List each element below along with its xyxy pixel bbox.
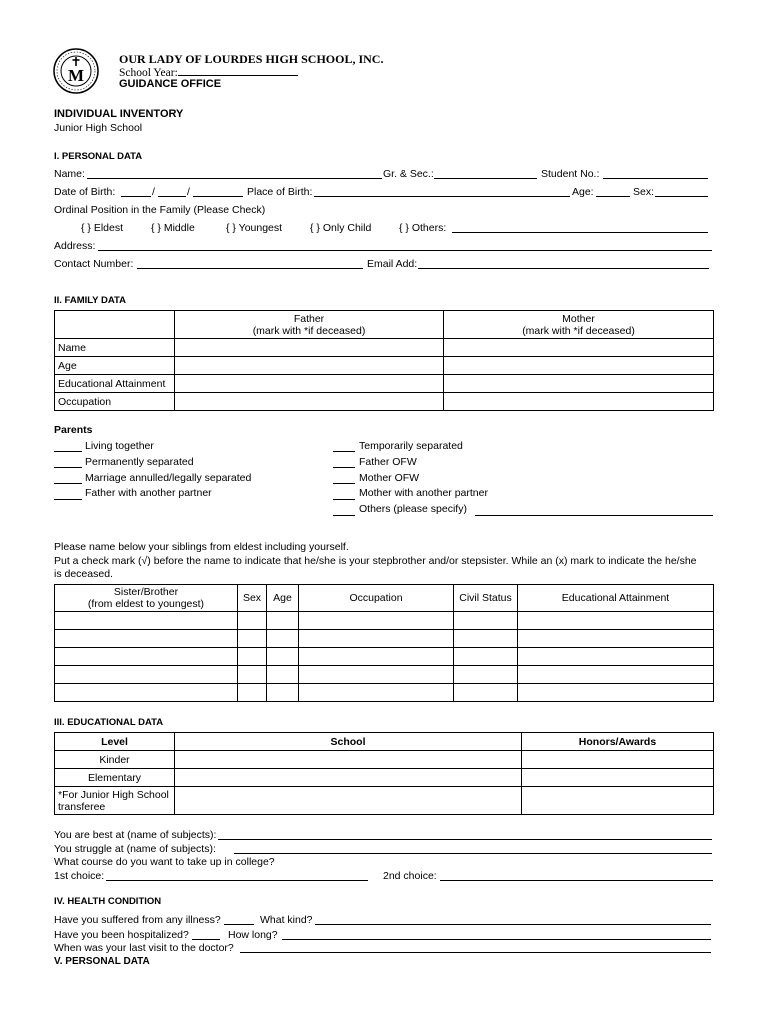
transferee-honors-cell[interactable]	[522, 787, 714, 815]
school-year-field[interactable]	[178, 65, 298, 76]
address-label: Address:	[54, 240, 96, 252]
school-logo	[53, 48, 99, 94]
parents-option: Marriage annulled/legally separated	[85, 472, 252, 484]
what-kind-label: What kind?	[260, 914, 313, 926]
option-others[interactable]: { } Others:	[399, 222, 447, 234]
family-row-label: Name	[55, 339, 175, 357]
father-deceased-note: (mark with *if deceased)	[252, 324, 366, 337]
family-heading: II. FAMILY DATA	[54, 295, 126, 306]
second-choice-label: 2nd choice:	[383, 870, 437, 882]
struggle-field[interactable]	[234, 853, 712, 854]
first-choice-field[interactable]	[106, 880, 368, 881]
education-level-elementary: Elementary	[55, 769, 175, 787]
education-honors-header: Honors/Awards	[522, 733, 714, 751]
school-name: OUR LADY OF LOURDES HIGH SCHOOL, INC.	[119, 52, 384, 66]
mother-education-cell[interactable]	[444, 375, 714, 393]
family-table	[54, 310, 714, 411]
course-question: What course do you want to take up in college?	[54, 856, 275, 868]
education-school-header: School	[175, 733, 522, 751]
table-row[interactable]	[55, 666, 714, 684]
dob-label: Date of Birth:	[54, 186, 116, 198]
table-row[interactable]	[55, 630, 714, 648]
table-row[interactable]	[55, 648, 714, 666]
education-level-kinder: Kinder	[55, 751, 175, 769]
siblings-name-header-2: (from eldest to youngest)	[87, 598, 205, 610]
parents-check-blank[interactable]	[333, 451, 355, 452]
ordinal-label: Ordinal Position in the Family (Please Check)	[54, 204, 266, 216]
transferee-line-2: transferee	[58, 800, 106, 813]
logo-letter: M	[68, 66, 85, 85]
option-eldest[interactable]: { } Eldest	[81, 222, 124, 234]
parents-check-blank[interactable]	[333, 499, 355, 500]
email-field[interactable]	[418, 268, 709, 269]
dob-month-field[interactable]	[121, 196, 151, 197]
dob-year-field[interactable]	[193, 196, 243, 197]
student-no-label: Student No.:	[541, 168, 600, 180]
parents-check-blank[interactable]	[333, 483, 355, 484]
parents-option: Living together	[85, 440, 154, 452]
father-education-cell[interactable]	[175, 375, 444, 393]
family-row-label: Educational Attainment	[55, 375, 175, 393]
father-header	[175, 311, 444, 339]
illness-field[interactable]	[224, 924, 254, 925]
education-table	[54, 732, 714, 815]
elementary-honors-cell[interactable]	[522, 769, 714, 787]
form-title: INDIVIDUAL INVENTORY	[54, 108, 184, 120]
age-label: Age:	[572, 186, 594, 198]
first-choice-label: 1st choice:	[54, 870, 105, 882]
parents-option: Others (please specify)	[359, 503, 467, 515]
parents-check-blank[interactable]	[333, 515, 355, 516]
sex-label: Sex:	[633, 186, 655, 198]
how-long-label: How long?	[228, 929, 278, 941]
grsec-field[interactable]	[434, 178, 537, 179]
mother-name-cell[interactable]	[444, 339, 714, 357]
personal-heading: I. PERSONAL DATA	[54, 151, 143, 162]
mother-age-cell[interactable]	[444, 357, 714, 375]
option-only-child[interactable]: { } Only Child	[310, 222, 372, 234]
family-row-label: Occupation	[55, 393, 175, 411]
mother-header	[444, 311, 714, 339]
siblings-sex-header: Sex	[238, 585, 267, 612]
parents-option: Mother with another partner	[359, 487, 488, 499]
siblings-name-header-1: Sister/Brother	[113, 586, 179, 598]
health-heading: IV. HEALTH CONDITION	[54, 896, 162, 907]
father-occupation-cell[interactable]	[175, 393, 444, 411]
siblings-education-header: Educational Attainment	[518, 585, 714, 612]
dob-slash-1: /	[152, 186, 155, 198]
siblings-occupation-header: Occupation	[299, 585, 454, 612]
dob-day-field[interactable]	[158, 196, 186, 197]
school-year-text: School Year:	[119, 67, 178, 79]
illness-label: Have you suffered from any illness?	[54, 914, 221, 926]
parents-option: Father with another partner	[85, 487, 212, 499]
others-field[interactable]	[452, 232, 708, 233]
parents-option: Father OFW	[359, 456, 417, 468]
parents-heading: Parents	[54, 424, 93, 436]
parents-others-field[interactable]	[475, 515, 713, 516]
address-field[interactable]	[98, 250, 712, 251]
parents-option: Mother OFW	[359, 472, 420, 484]
sex-field[interactable]	[655, 196, 708, 197]
father-age-cell[interactable]	[175, 357, 444, 375]
education-level-transferee	[55, 787, 175, 815]
siblings-name-header	[55, 585, 238, 612]
siblings-instruction-1: Please name below your siblings from eldest including yourself.	[54, 541, 349, 553]
grsec-label: Gr. & Sec.:	[383, 168, 434, 180]
transferee-school-cell[interactable]	[175, 787, 522, 815]
dob-slash-2: /	[187, 186, 190, 198]
school-year-label	[119, 65, 298, 79]
name-field[interactable]	[87, 178, 382, 179]
father-name-cell[interactable]	[175, 339, 444, 357]
pob-label: Place of Birth:	[247, 186, 313, 198]
siblings-instruction-2: Put a check mark (√) before the name to indicate that he/she is your stepbrother and/or stepsister. While an (x) mark to indicate the he/she	[54, 555, 697, 567]
education-level-header: Level	[55, 733, 175, 751]
transferee-line-1: *For Junior High School	[58, 788, 169, 801]
education-heading: III. EDUCATIONAL DATA	[54, 717, 164, 728]
last-visit-label: When was your last visit to the doctor?	[54, 942, 234, 954]
hospitalized-label: Have you been hospitalized?	[54, 929, 189, 941]
siblings-instruction-3: is deceased.	[54, 568, 113, 580]
option-middle[interactable]: { } Middle	[151, 222, 195, 234]
student-no-field[interactable]	[603, 178, 708, 179]
table-row[interactable]	[55, 684, 714, 702]
siblings-age-header: Age	[267, 585, 299, 612]
family-corner-cell	[55, 311, 175, 339]
parents-option: Temporarily separated	[359, 440, 463, 452]
elementary-school-cell[interactable]	[175, 769, 522, 787]
option-youngest[interactable]: { } Youngest	[226, 222, 283, 234]
siblings-civil-header: Civil Status	[454, 585, 518, 612]
last-visit-field[interactable]	[240, 952, 711, 953]
email-label: Email Add:	[367, 258, 418, 270]
form-subtitle: Junior High School	[54, 122, 143, 134]
table-row[interactable]	[55, 612, 714, 630]
what-kind-field[interactable]	[315, 924, 711, 925]
second-choice-field[interactable]	[440, 880, 713, 881]
parents-check-blank[interactable]	[333, 467, 355, 468]
contact-field[interactable]	[137, 268, 363, 269]
parents-check-blank[interactable]	[54, 483, 82, 484]
mother-deceased-note: (mark with *if deceased)	[522, 324, 635, 337]
kinder-school-cell[interactable]	[175, 751, 522, 769]
personal2-heading: V. PERSONAL DATA	[54, 956, 150, 967]
best-at-field[interactable]	[218, 839, 712, 840]
best-at-label: You are best at (name of subjects):	[54, 829, 217, 841]
how-long-field[interactable]	[282, 939, 711, 940]
kinder-honors-cell[interactable]	[522, 751, 714, 769]
office-title: GUIDANCE OFFICE	[119, 78, 222, 90]
pob-field[interactable]	[314, 196, 570, 197]
parents-check-blank[interactable]	[54, 451, 82, 452]
name-label: Name:	[54, 168, 85, 180]
parents-check-blank[interactable]	[54, 499, 82, 500]
contact-label: Contact Number:	[54, 258, 134, 270]
siblings-table	[54, 584, 714, 702]
father-label: Father	[293, 312, 325, 325]
parents-check-blank[interactable]	[54, 467, 82, 468]
parents-option: Permanently separated	[85, 456, 194, 468]
family-row-label: Age	[55, 357, 175, 375]
mother-occupation-cell[interactable]	[444, 393, 714, 411]
mother-label: Mother	[562, 312, 595, 325]
hospitalized-field[interactable]	[192, 939, 220, 940]
age-field[interactable]	[596, 196, 630, 197]
struggle-label: You struggle at (name of subjects):	[54, 843, 216, 855]
